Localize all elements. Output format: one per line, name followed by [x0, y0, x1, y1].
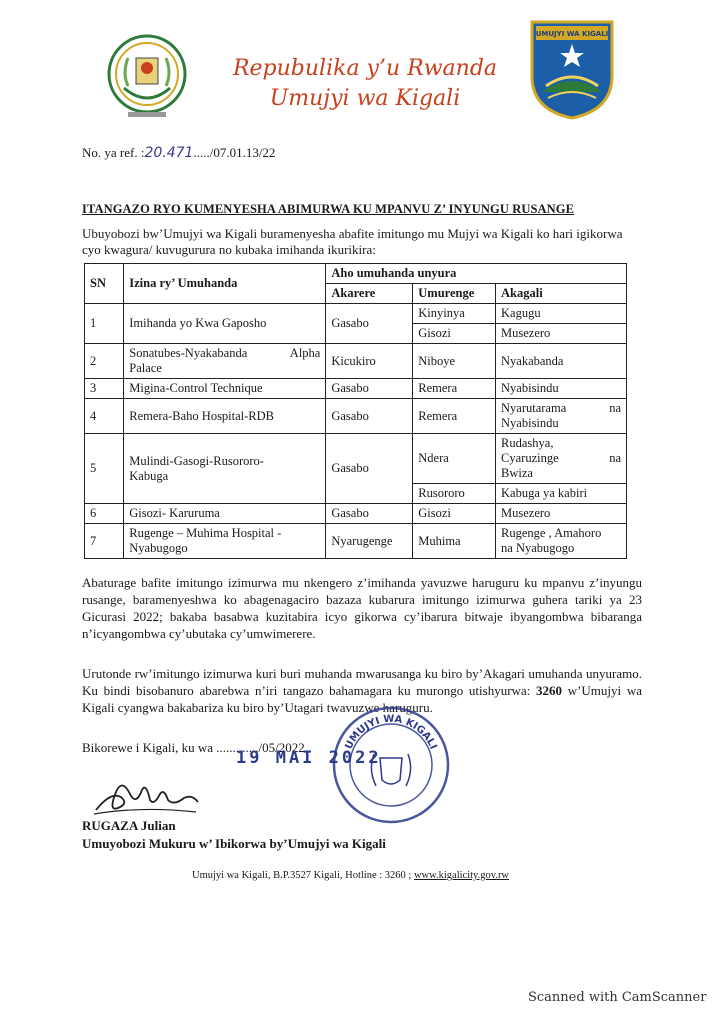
cell-road-name: Remera-Baho Hospital-RDB [124, 399, 326, 434]
cell-akagali: Nyabisindu [496, 379, 627, 399]
col-header-group: Aho umuhanda unyura [326, 264, 627, 284]
logo-lettering: UMUJYI WA KIGALI [535, 30, 609, 38]
cell-road-name: Migina-Control Technique [124, 379, 326, 399]
kigali-city-logo-icon [526, 14, 618, 122]
hotline-number: 3260 [536, 683, 562, 698]
footer-address: Umujyi wa Kigali, B.P.3527 Kigali, Hotline : 3260 ; [192, 870, 414, 881]
contact-text-end: w’Umujyi wa Kigali cyangwa bakabariza ku biro by’Utagari twavuzwe haruguru. [82, 683, 642, 715]
cell-akagali: Kabuga ya kabiri [496, 484, 627, 504]
cell-sector: Remera [413, 379, 496, 399]
road-name-part: Rugenge – Muhima Hospital - [129, 526, 282, 540]
cell-sn: 7 [85, 524, 124, 559]
table-row [85, 524, 627, 559]
table-row [85, 344, 627, 379]
signer-name: RUGAZA Julian [82, 818, 176, 833]
cell-akagali: Nyakabanda [496, 344, 627, 379]
roads-table [84, 263, 627, 559]
stamp-date: 19 MAI 2022 [236, 748, 382, 768]
table-row [85, 434, 627, 484]
cell-sector: Kinyinya [413, 304, 496, 324]
cell-akagali [496, 399, 627, 434]
paragraph-valuation: Abaturage bafite imitungo izimurwa mu nkengero z’imihanda yavuzwe haruguru ku mpanvu z’inyungu rusange, baramenyeshwa ko abagenagaciro bazaza kubarura imitungo izimurwa guhera tariki ya 23 Gicurasi 2022; bakaba basabwa kuzitabira icyo gikorwa cy’ibarura bitwaje ibyangombwa bibaranga n’icyangombwa cy’ubutaka cy’umwimerere. [82, 575, 642, 641]
header-title [200, 54, 530, 114]
ref-suffix: ...../07.01.13/22 [193, 145, 276, 160]
cell-sector: Ndera [413, 434, 496, 484]
col-header-district: Akarere [326, 284, 413, 304]
intro-paragraph: Ubuyobozi bw’Umujyi wa Kigali buramenyesha abafite imitungo mu Mujyi wa Kigali ko hari igikorwa cyo kwagura/ kuvugurura no kubaka imihanda ikurikira: [82, 226, 623, 257]
table-row [85, 399, 627, 434]
cell-road-name: Imihanda yo Kwa Gaposho [124, 304, 326, 344]
akagali-part: Nyabisindu [501, 416, 559, 430]
col-header-name: Izina ry’ Umuhanda [124, 264, 326, 304]
cell-district: Gasabo [326, 399, 413, 434]
col-header-cell: Akagali [496, 284, 627, 304]
cell-district: Gasabo [326, 304, 413, 344]
place-date-line: Bikorewe i Kigali, ku wa ............./05/2022 [82, 740, 305, 755]
cell-sn: 3 [85, 379, 124, 399]
cell-sector: Muhima [413, 524, 496, 559]
announcement-heading: ITANGAZO RYO KUMENYESHA ABIMURWA KU MPANVU Z’ INYUNGU RUSANGE [82, 202, 575, 216]
col-header-sector: Umurenge [413, 284, 496, 304]
akagali-part: na [609, 401, 621, 415]
table-row [85, 504, 627, 524]
cell-sn: 6 [85, 504, 124, 524]
cell-road-name [124, 344, 326, 379]
road-name-part: Palace [129, 361, 162, 375]
table-row [85, 379, 627, 399]
table-row [85, 304, 627, 324]
table-header-row [85, 264, 627, 284]
signer-title: Umuyobozi Mukuru w’ Ibikorwa by’Umujyi wa Kigali [82, 836, 386, 851]
cell-sn: 1 [85, 304, 124, 344]
cell-akagali: Musezero [496, 324, 627, 344]
cell-sector: Gisozi [413, 324, 496, 344]
cell-road-name: Gisozi- Karuruma [124, 504, 326, 524]
cell-sector: Remera [413, 399, 496, 434]
akagali-part: na Nyabugogo [501, 541, 575, 555]
contact-text: Urutonde rw’imitungo izimurwa kuri buri muhanda mwarusanga ku biro by’Akagari umuhanda unyuramo. Ku bindi bisobanuro abarebwa n’iri tangazo bahamagara ku murongo utishyurwa: [82, 666, 642, 698]
header-line-1: Repubulika y’u Rwanda [232, 56, 498, 81]
akagali-part: na [609, 451, 621, 465]
road-name-part: Nyabugogo [129, 541, 188, 555]
akagali-part: Nyarutarama [501, 401, 567, 415]
cell-sector: Niboye [413, 344, 496, 379]
cell-sector: Rusororo [413, 484, 496, 504]
cell-akagali: Musezero [496, 504, 627, 524]
road-name-part: Kabuga [129, 468, 169, 483]
col-header-sn: SN [85, 264, 124, 304]
cell-district: Kicukiro [326, 344, 413, 379]
seal-lettering: UMUJYI WA KIGALI [343, 713, 439, 752]
cell-district: Gasabo [326, 379, 413, 399]
handwritten-signature [92, 772, 202, 820]
road-name-part: Sonatubes-Nyakabanda [129, 346, 248, 360]
akagali-part: Cyaruzinge [501, 451, 559, 465]
cell-road-name [124, 524, 326, 559]
akagali-part: Bwiza [501, 466, 533, 480]
road-name-part: Mulindi-Gasogi-Rusororo- [129, 453, 264, 468]
ref-prefix: No. ya ref. : [82, 145, 145, 160]
cell-akagali: Kagugu [496, 304, 627, 324]
cell-akagali [496, 524, 627, 559]
akagali-part: Rudashya, [501, 436, 554, 450]
cell-sn: 4 [85, 399, 124, 434]
ref-handwritten: 20.471 [144, 145, 194, 161]
cell-akagali [496, 434, 627, 484]
cell-district: Gasabo [326, 504, 413, 524]
reference-number [82, 145, 275, 161]
cell-sn: 5 [85, 434, 124, 504]
cell-road-name [124, 434, 326, 504]
cell-sn: 2 [85, 344, 124, 379]
coat-of-arms-icon [104, 28, 190, 124]
website-link[interactable]: www.kigalicity.gov.rw [413, 870, 510, 881]
footer-contact [192, 870, 509, 881]
cell-district: Nyarugenge [326, 524, 413, 559]
road-name-part: Alpha [289, 346, 321, 360]
header-line-2: Umujyi wa Kigali [269, 86, 461, 111]
cell-sector: Gisozi [413, 504, 496, 524]
akagali-part: Rugenge , Amahoro [501, 526, 602, 540]
cell-district: Gasabo [326, 434, 413, 504]
scanner-watermark: Scanned with CamScanner [528, 990, 707, 1005]
